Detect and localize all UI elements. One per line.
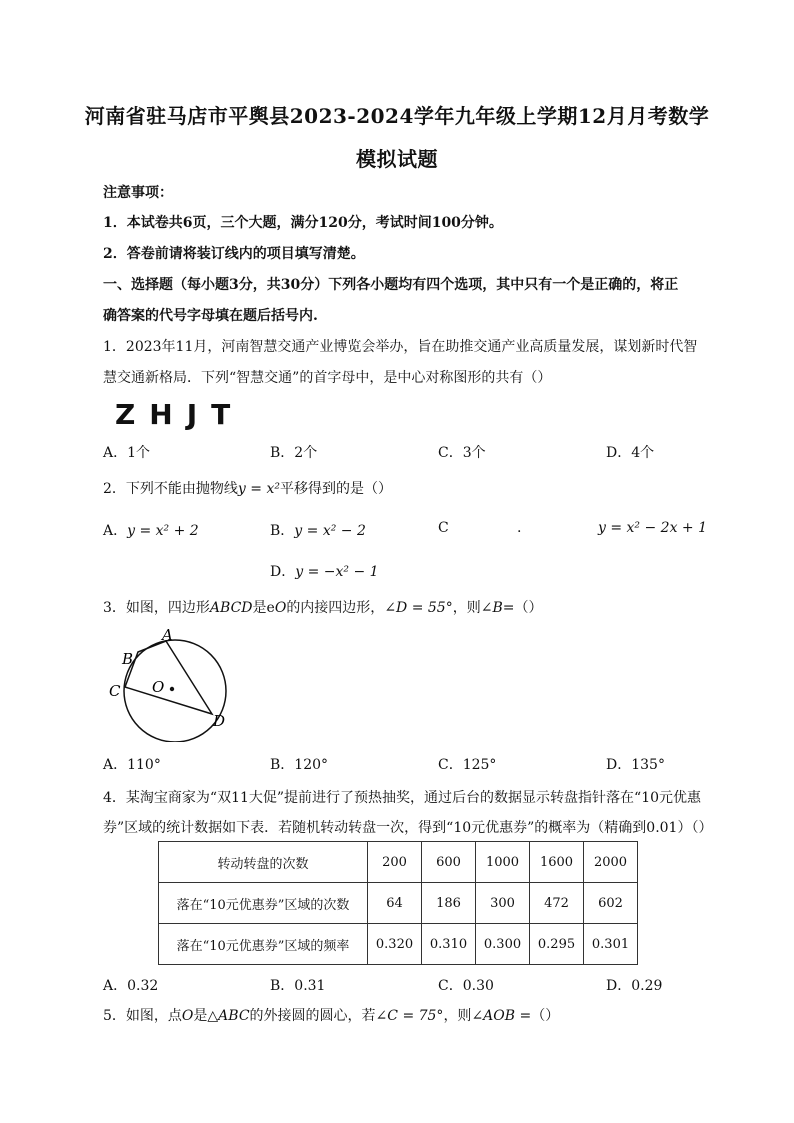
table-row	[159, 883, 638, 924]
q5-stem-mid3: ，则	[443, 1008, 472, 1024]
q3-quad: ABCD	[209, 600, 253, 616]
table-cell: 200	[368, 842, 422, 883]
table-cell: 0.301	[584, 924, 638, 965]
q2-option-d-label: D．	[270, 564, 296, 580]
q2-option-d	[270, 561, 379, 581]
table-cell: 2000	[584, 842, 638, 883]
q2-option-b-label: B．	[270, 523, 295, 539]
q2-stem-post: 平移得到的是（）	[279, 481, 392, 497]
q1-stem-line1: 1．2023年11月，河南智慧交通产业博览会举办，旨在助推交通产业高质量发展，谋划新时代智	[103, 339, 698, 355]
q3-stem-post: =（）	[502, 600, 543, 616]
exam-title-line1: 河南省驻马店市平舆县2023-2024学年九年级上学期12月月考数学	[84, 104, 710, 128]
table-cell: 600	[422, 842, 476, 883]
q1-option-c: C．3个	[438, 445, 486, 461]
table-cell: 落在“10元优惠券”区域的频率	[159, 924, 368, 965]
q3-option-a: A．110°	[103, 757, 161, 773]
q1-option-a: A．1个	[103, 445, 151, 461]
q3-circle-name: O	[274, 600, 287, 616]
table-cell: 转动转盘的次数	[159, 842, 368, 883]
q4-option-d: D．0.29	[606, 978, 663, 994]
q2-stem	[103, 478, 392, 498]
q3-angle-given: ∠D = 55°	[384, 600, 453, 616]
q5-stem-mid1: 是	[193, 1008, 208, 1024]
table-cell: 1600	[530, 842, 584, 883]
q2-option-a-expr: y = x² + 2	[127, 523, 199, 539]
table-row	[159, 924, 638, 965]
q4-option-a: A．0.32	[103, 978, 159, 994]
q3-quadrilateral	[125, 641, 212, 714]
table-cell: 472	[530, 883, 584, 924]
q3-label-c: C	[109, 682, 121, 700]
table-cell: 300	[476, 883, 530, 924]
q2-option-b	[270, 520, 366, 540]
q3-option-c: C．125°	[438, 757, 497, 773]
q3-stem-mid1: 是	[252, 600, 267, 616]
q3-option-b: B．120°	[270, 757, 329, 773]
q2-option-c-label: C	[438, 520, 449, 536]
q2-option-a-label: A．	[103, 523, 128, 539]
q2-option-a	[103, 520, 199, 540]
q3-stem-mid2: 的内接四边形，	[286, 600, 385, 616]
q5-stem-mid2: 的外接圆的圆心，若	[249, 1008, 376, 1024]
q4-stem-line2: 券”区域的统计数据如下表．若随机转动转盘一次，得到“10元优惠券”的概率为（精确到0.01）（）	[103, 820, 713, 836]
notice-heading: 注意事项：	[103, 185, 173, 201]
q2-option-b-expr: y = x² − 2	[294, 523, 366, 539]
table-cell: 1000	[476, 842, 530, 883]
notice-item-2: 2．答卷前请将装订线内的项目填写清楚。	[103, 246, 365, 262]
q3-label-o: O	[152, 678, 165, 696]
q5-stem-pre: 5．如图，点	[103, 1008, 182, 1024]
q1-option-b: B．2个	[270, 445, 318, 461]
q1-option-d: D．4个	[606, 445, 655, 461]
table-cell: 64	[368, 883, 422, 924]
exam-title-line2: 模拟试题	[356, 147, 438, 171]
q4-option-b: B．0.31	[270, 978, 326, 994]
q3-circle-figure	[100, 622, 240, 742]
notice-item-1: 1．本试卷共6页，三个大题，满分120分，考试时间100分钟。	[103, 215, 503, 231]
q2-option-c-dot: .	[517, 520, 522, 536]
q5-angle-given: ∠C = 75°	[375, 1008, 444, 1024]
q3-circle-symbol: e	[266, 600, 275, 616]
q2-stem-expr: y = x²	[237, 481, 280, 497]
table-cell: 0.310	[422, 924, 476, 965]
q3-option-d: D．135°	[606, 757, 665, 773]
q4-stem-line1: 4．某淘宝商家为“双11大促”提前进行了预热抽奖，通过后台的数据显示转盘指针落在“10元优惠	[103, 790, 702, 806]
q5-point: O	[181, 1008, 194, 1024]
q3-stem	[103, 597, 542, 617]
q3-center-dot	[170, 687, 174, 691]
q5-triangle: △ABC	[207, 1008, 250, 1024]
q3-label-b: B	[122, 650, 134, 668]
q5-stem-post: =（）	[515, 1008, 560, 1024]
q1-letters-figure: ZHJT	[115, 398, 245, 431]
q3-stem-mid3: ，则	[452, 600, 481, 616]
q4-option-c: C．0.30	[438, 978, 494, 994]
q3-label-a: A	[162, 626, 173, 644]
table-cell: 0.300	[476, 924, 530, 965]
q4-frequency-table	[158, 841, 638, 965]
table-cell: 0.295	[530, 924, 584, 965]
q3-stem-pre: 3．如图，四边形	[103, 600, 210, 616]
table-row	[159, 842, 638, 883]
section1-instructions-line1: 一、选择题（每小题3分，共30分）下列各小题均有四个选项，其中只有一个是正确的，将正	[103, 277, 679, 293]
table-cell: 602	[584, 883, 638, 924]
table-cell: 0.320	[368, 924, 422, 965]
q3-angle-ask: ∠B	[480, 600, 503, 616]
table-cell: 落在“10元优惠券”区域的次数	[159, 883, 368, 924]
q5-angle-ask: ∠AOB	[471, 1008, 516, 1024]
q2-stem-pre: 2．下列不能由抛物线	[103, 481, 238, 497]
q3-label-d: D	[213, 712, 226, 730]
q2-option-d-expr: y = −x² − 1	[295, 564, 379, 580]
q2-option-c-expr: y = x² − 2x + 1	[598, 520, 708, 536]
table-cell: 186	[422, 883, 476, 924]
q5-stem	[103, 1005, 559, 1025]
section1-instructions-line2: 确答案的代号字母填在题后括号内.	[103, 308, 318, 324]
q1-stem-line2: 慧交通新格局．下列“智慧交通”的首字母中，是中心对称图形的共有（）	[103, 370, 552, 386]
